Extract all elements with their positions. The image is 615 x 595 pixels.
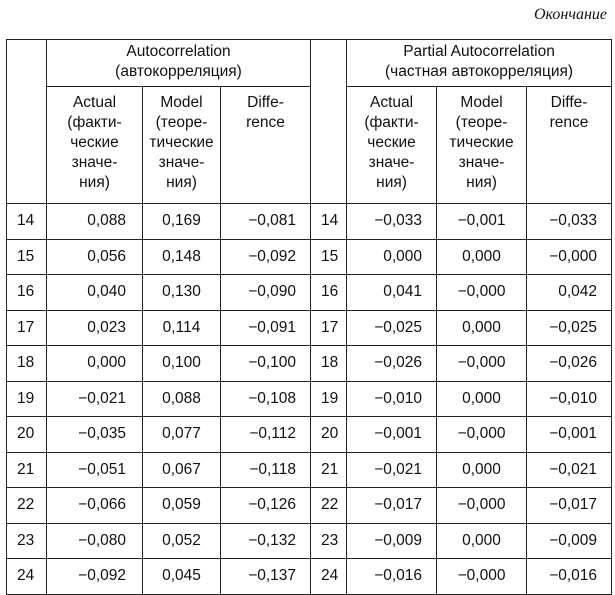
- pacf-actual-cell: 0,000: [347, 239, 437, 275]
- pacf-title-ru: (частная автокорреляция): [384, 63, 574, 80]
- table-row: [7, 559, 612, 595]
- pacf-difference-cell: −0,016: [527, 559, 612, 595]
- acf-actual-cell: 0,088: [47, 204, 143, 240]
- pacf-model-cell: 0,000: [437, 310, 527, 346]
- pacf-model-cell: −0,000: [437, 346, 527, 382]
- acf-difference-cell: −0,108: [221, 381, 311, 417]
- lag-header-right: [311, 40, 347, 204]
- pacf-actual-cell: −0,001: [347, 417, 437, 453]
- table-row: [7, 523, 612, 559]
- continued-label: Окончание: [533, 6, 607, 23]
- lag-left-cell: 22: [7, 488, 47, 524]
- table-row: [7, 346, 612, 382]
- acf-model-header: Model (теоре- тические значе- ния): [143, 87, 221, 204]
- acf-group-header: [47, 40, 311, 87]
- pacf-model-cell: 0,000: [437, 381, 527, 417]
- acf-model-cell: 0,130: [143, 275, 221, 311]
- lag-right-cell: 23: [311, 523, 347, 559]
- table-row: [7, 417, 612, 453]
- lag-right-cell: 16: [311, 275, 347, 311]
- acf-actual-cell: −0,092: [47, 559, 143, 595]
- lag-left-cell: 21: [7, 452, 47, 488]
- pacf-model-header: Model (теоре- тические значе- ния): [437, 87, 527, 204]
- lag-left-cell: 14: [7, 204, 47, 240]
- pacf-group-header: [347, 40, 612, 87]
- lag-left-cell: 16: [7, 275, 47, 311]
- pacf-difference-cell: −0,033: [527, 204, 612, 240]
- pacf-model-cell: 0,000: [437, 523, 527, 559]
- acf-difference-cell: −0,132: [221, 523, 311, 559]
- pacf-difference-cell: −0,017: [527, 488, 612, 524]
- acf-model-cell: 0,059: [143, 488, 221, 524]
- acf-difference-cell: −0,092: [221, 239, 311, 275]
- acf-difference-cell: −0,081: [221, 204, 311, 240]
- acf-model-cell: 0,169: [143, 204, 221, 240]
- acf-actual-cell: 0,023: [47, 310, 143, 346]
- pacf-difference-cell: −0,000: [527, 239, 612, 275]
- pacf-actual-cell: −0,017: [347, 488, 437, 524]
- lag-left-cell: 19: [7, 381, 47, 417]
- acf-actual-cell: −0,080: [47, 523, 143, 559]
- pacf-model-cell: −0,000: [437, 417, 527, 453]
- pacf-difference-cell: −0,025: [527, 310, 612, 346]
- lag-left-cell: 23: [7, 523, 47, 559]
- lag-left-cell: 18: [7, 346, 47, 382]
- pacf-difference-cell: −0,010: [527, 381, 612, 417]
- pacf-actual-cell: 0,041: [347, 275, 437, 311]
- lag-right-cell: 18: [311, 346, 347, 382]
- pacf-model-cell: 0,000: [437, 452, 527, 488]
- table-row: [7, 204, 612, 240]
- acf-model-cell: 0,077: [143, 417, 221, 453]
- acf-difference-cell: −0,091: [221, 310, 311, 346]
- pacf-actual-cell: −0,033: [347, 204, 437, 240]
- acf-title: Autocorrelation: [126, 43, 231, 60]
- acf-actual-header: Actual (факти- ческие значе- ния): [47, 87, 143, 204]
- table-row: [7, 275, 612, 311]
- acf-difference-cell: −0,137: [221, 559, 311, 595]
- lag-left-cell: 20: [7, 417, 47, 453]
- pacf-title: Partial Autocorrelation: [403, 43, 555, 60]
- pacf-actual-cell: −0,010: [347, 381, 437, 417]
- acf-model-cell: 0,114: [143, 310, 221, 346]
- table-row: [7, 452, 612, 488]
- pacf-actual-cell: −0,009: [347, 523, 437, 559]
- pacf-difference-cell: −0,009: [527, 523, 612, 559]
- acf-difference-cell: −0,112: [221, 417, 311, 453]
- acf-actual-cell: 0,040: [47, 275, 143, 311]
- pacf-actual-cell: −0,025: [347, 310, 437, 346]
- lag-left-cell: 24: [7, 559, 47, 595]
- acf-actual-cell: −0,066: [47, 488, 143, 524]
- table-body: [7, 204, 612, 595]
- acf-actual-cell: 0,000: [47, 346, 143, 382]
- acf-difference-cell: −0,118: [221, 452, 311, 488]
- lag-header-left: [7, 40, 47, 204]
- table-row: [7, 381, 612, 417]
- pacf-model-cell: −0,000: [437, 275, 527, 311]
- lag-right-cell: 17: [311, 310, 347, 346]
- acf-model-cell: 0,045: [143, 559, 221, 595]
- table-row: [7, 488, 612, 524]
- acf-difference-cell: −0,126: [221, 488, 311, 524]
- lag-right-cell: 21: [311, 452, 347, 488]
- acf-model-cell: 0,067: [143, 452, 221, 488]
- table-row: [7, 310, 612, 346]
- acf-actual-cell: −0,035: [47, 417, 143, 453]
- acf-difference-cell: −0,090: [221, 275, 311, 311]
- pacf-difference-header: Diffe- rence: [527, 87, 612, 204]
- acf-difference-header: Diffe- rence: [221, 87, 311, 204]
- acf-model-cell: 0,100: [143, 346, 221, 382]
- acf-actual-cell: −0,021: [47, 381, 143, 417]
- acf-actual-cell: −0,051: [47, 452, 143, 488]
- lag-right-cell: 20: [311, 417, 347, 453]
- acf-model-cell: 0,052: [143, 523, 221, 559]
- pacf-model-cell: −0,001: [437, 204, 527, 240]
- pacf-actual-cell: −0,021: [347, 452, 437, 488]
- lag-left-cell: 17: [7, 310, 47, 346]
- pacf-model-cell: −0,000: [437, 559, 527, 595]
- pacf-actual-header: Actual (факти- ческие значе- ния): [347, 87, 437, 204]
- acf-model-cell: 0,148: [143, 239, 221, 275]
- lag-left-cell: 15: [7, 239, 47, 275]
- lag-right-cell: 22: [311, 488, 347, 524]
- pacf-difference-cell: −0,026: [527, 346, 612, 382]
- pacf-model-cell: −0,000: [437, 488, 527, 524]
- acf-difference-cell: −0,100: [221, 346, 311, 382]
- lag-right-cell: 19: [311, 381, 347, 417]
- pacf-difference-cell: −0,021: [527, 452, 612, 488]
- table-row: [7, 239, 612, 275]
- lag-right-cell: 24: [311, 559, 347, 595]
- acf-table: [6, 39, 612, 595]
- pacf-actual-cell: −0,016: [347, 559, 437, 595]
- pacf-difference-cell: 0,042: [527, 275, 612, 311]
- acf-title-ru: (автокорреляция): [115, 63, 242, 80]
- acf-actual-cell: 0,056: [47, 239, 143, 275]
- acf-model-cell: 0,088: [143, 381, 221, 417]
- pacf-difference-cell: −0,001: [527, 417, 612, 453]
- lag-right-cell: 14: [311, 204, 347, 240]
- pacf-actual-cell: −0,026: [347, 346, 437, 382]
- pacf-model-cell: 0,000: [437, 239, 527, 275]
- lag-right-cell: 15: [311, 239, 347, 275]
